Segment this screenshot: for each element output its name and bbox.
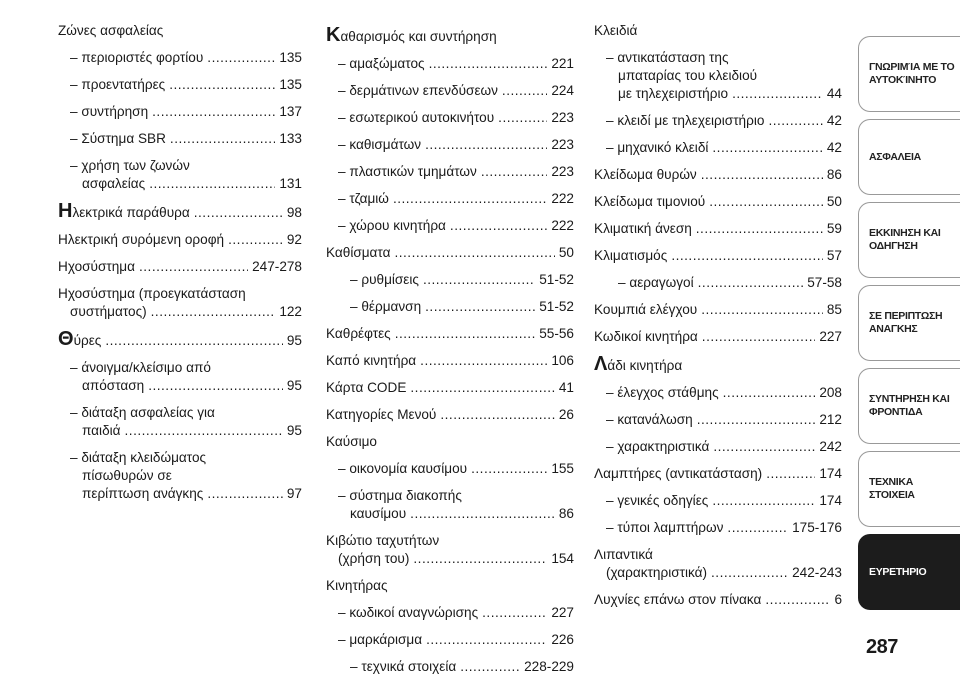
dot-leader [393, 190, 547, 208]
page-reference: 95 [286, 333, 302, 348]
page-reference: 59 [826, 221, 842, 236]
page-reference: 85 [826, 302, 842, 317]
page-reference: 86 [558, 506, 574, 521]
dot-leader [671, 247, 823, 265]
index-entry [326, 244, 574, 262]
dot-leader [395, 325, 536, 343]
index-entry [326, 217, 574, 235]
page-reference: 98 [286, 205, 302, 220]
entry-text: – πλαστικών τμημάτων [338, 164, 477, 179]
entry-text: πίσωθυρών σε [82, 468, 172, 483]
index-entry [58, 22, 302, 40]
page-reference: 208 [819, 385, 842, 400]
page-reference: 51-52 [539, 299, 574, 314]
entry-text: απόσταση [82, 378, 145, 393]
page-reference: 155 [551, 461, 574, 476]
section-initial: Κ [326, 24, 341, 46]
index-column-1 [58, 22, 302, 512]
entry-text: Καθίσματα [326, 245, 391, 260]
dot-leader [139, 258, 248, 276]
entry-text: παιδιά [82, 423, 121, 438]
dot-leader [194, 204, 283, 222]
entry-text: Κάρτα CODE [326, 380, 407, 395]
index-entry [594, 139, 842, 157]
entry-text: Ηλεκτρικά παράθυρα [58, 200, 190, 222]
page-reference: 51-52 [539, 272, 574, 287]
section-initial: Θ [58, 328, 74, 350]
entry-text: – αμαξώματος [338, 56, 425, 71]
page-reference: 57 [826, 248, 842, 263]
section-initial: Η [58, 200, 73, 222]
entry-text: Κλιματισμός [594, 248, 668, 263]
page-reference: 41 [558, 380, 574, 395]
chapter-tab-label: ΕΚΚΙΝΗΣΗ ΚΑΙ ΟΔΗΓΗΣΗ [869, 227, 941, 252]
index-entry [326, 460, 574, 478]
dot-leader [768, 112, 822, 130]
index-entry [58, 404, 302, 440]
entry-text: – διάταξη ασφαλείας για [70, 405, 215, 420]
entry-text: – τζαμιώ [338, 191, 389, 206]
page-reference: 174 [819, 466, 842, 481]
dot-leader [425, 136, 547, 154]
page-reference: 95 [286, 423, 302, 438]
dot-leader [711, 564, 788, 582]
index-entry [594, 247, 842, 265]
dot-leader [410, 505, 555, 523]
page-reference: 50 [826, 194, 842, 209]
index-entry [58, 285, 302, 321]
entry-text: – κωδικοί αναγνώρισης [338, 605, 479, 620]
page-reference: 92 [286, 232, 302, 247]
dot-leader [460, 658, 520, 676]
chapter-tab-label: ΣΕ ΠΕΡΙΠΤΩΣΗ ΑΝΑΓΚΗΣ [869, 310, 943, 335]
entry-text: – δερμάτινων επενδύσεων [338, 83, 498, 98]
index-entry [326, 604, 574, 622]
page-reference: 42 [826, 113, 842, 128]
dot-leader [471, 460, 547, 478]
entry-text: Καθρέφτες [326, 326, 391, 341]
entry-text: (χρήση του) [338, 551, 410, 566]
index-entry [326, 298, 574, 316]
dot-leader [148, 377, 283, 395]
entry-text: – Σύστημα SBR [70, 131, 166, 146]
page-reference: 228-229 [524, 659, 574, 674]
index-entry [594, 328, 842, 346]
index-entry [326, 658, 574, 676]
dot-leader [420, 352, 547, 370]
index-entry [594, 166, 842, 184]
entry-text: μπαταρίας του κλειδιού [618, 68, 758, 83]
page-reference: 154 [551, 551, 574, 566]
dot-leader [394, 244, 554, 262]
index-entry [594, 301, 842, 319]
dot-leader [228, 231, 283, 249]
section-initial: Λ [594, 353, 608, 375]
entry-text: (χαρακτηριστικά) [606, 565, 708, 580]
index-entry [326, 271, 574, 289]
dot-leader [440, 406, 555, 424]
entry-text: – αντικατάσταση της [606, 50, 729, 65]
entry-text: Καύσιμο [326, 434, 377, 449]
page-reference: 227 [551, 605, 574, 620]
index-entry [326, 379, 574, 397]
dot-leader [207, 485, 283, 503]
dot-leader [765, 591, 830, 609]
dot-leader [498, 109, 547, 127]
page-reference: 227 [819, 329, 842, 344]
dot-leader [125, 422, 283, 440]
entry-text: – εσωτερικού αυτοκινήτου [338, 110, 495, 125]
chapter-tab-label: ΣΥΝΤΗΡΗΣΗ ΚΑΙ ΦΡΟΝΤΙΔΑ [869, 393, 950, 418]
index-entry [326, 532, 574, 568]
chapter-tab[interactable] [858, 534, 960, 610]
index-entry [326, 26, 574, 46]
dot-leader [170, 130, 275, 148]
dot-leader [152, 103, 275, 121]
page-reference: 6 [834, 592, 842, 607]
chapter-tab-label: ΕΥΡΕΤΗΡΙΟ [869, 565, 927, 578]
entry-text: – κλειδί με τηλεχειριστήριο [606, 113, 765, 128]
index-entry [594, 411, 842, 429]
chapter-tab[interactable] [858, 285, 960, 361]
entry-text: – μηχανικό κλειδί [606, 140, 709, 155]
index-entry [58, 130, 302, 148]
index-entry [58, 103, 302, 121]
dot-leader [702, 328, 816, 346]
dot-leader [701, 166, 823, 184]
index-entry [594, 492, 842, 510]
entry-text: Θύρες [58, 328, 102, 350]
index-column-3 [594, 22, 842, 618]
entry-text: συστήματος) [70, 304, 147, 319]
dot-leader [701, 301, 823, 319]
page-reference: 226 [551, 632, 574, 647]
page-reference: 137 [279, 104, 302, 119]
index-entry [58, 231, 302, 249]
index-entry [594, 384, 842, 402]
entry-text: – αεραγωγοί [618, 275, 694, 290]
page-reference: 247-278 [252, 259, 302, 274]
page-reference: 133 [279, 131, 302, 146]
chapter-tabs [858, 36, 960, 617]
dot-leader [696, 220, 823, 238]
entry-text: Κωδικοί κινητήρα [594, 329, 698, 344]
entry-text: – κατανάλωση [606, 412, 693, 427]
dot-leader [709, 193, 823, 211]
index-entry [58, 157, 302, 193]
entry-text: – θέρμανση [350, 299, 422, 314]
dot-leader [207, 49, 275, 67]
entry-text: – τύποι λαμπτήρων [606, 520, 724, 535]
chapter-tab-label: ΑΣΦΑΛΕΙΑ [869, 150, 921, 163]
dot-leader [425, 298, 535, 316]
entry-text: – καθισμάτων [338, 137, 422, 152]
entry-text: Ηλεκτρική συρόμενη οροφή [58, 232, 225, 247]
dot-leader [766, 465, 815, 483]
index-entry [326, 487, 574, 523]
entry-text: καυσίμου [350, 506, 407, 521]
entry-text: – οικονομία καυσίμου [338, 461, 468, 476]
entry-text: Κλείδωμα τιμονιού [594, 194, 706, 209]
index-entry [326, 190, 574, 208]
page-reference: 224 [551, 83, 574, 98]
page-reference: 42 [826, 140, 842, 155]
chapter-tab[interactable] [858, 202, 960, 278]
index-entry [594, 112, 842, 130]
dot-leader [712, 492, 815, 510]
entry-text: – άνοιγμα/κλείσιμο από [70, 360, 211, 375]
index-entry [326, 55, 574, 73]
dot-leader [450, 217, 547, 235]
index-entry [594, 193, 842, 211]
entry-text: – τεχνικά στοιχεία [350, 659, 457, 674]
dot-leader [502, 82, 547, 100]
index-entry [594, 274, 842, 292]
index-entry [594, 519, 842, 537]
page-reference: 44 [826, 86, 842, 101]
index-entry [326, 577, 574, 595]
entry-text: Καπό κινητήρα [326, 353, 417, 368]
dot-leader [727, 519, 788, 537]
page-reference: 223 [551, 110, 574, 125]
dot-leader [712, 139, 822, 157]
entry-text: Ζώνες ασφαλείας [58, 23, 164, 38]
chapter-tab-label: ΤΕΧΝΙΚΑ ΣΤΟΙΧΕΙΑ [869, 476, 915, 501]
entry-text: Κλείδωμα θυρών [594, 167, 697, 182]
chapter-tab[interactable] [858, 368, 960, 444]
entry-text: Ηχοσύστημα (προεγκατάσταση [58, 286, 246, 301]
entry-text: Λάδι κινητήρα [594, 353, 683, 375]
entry-text: Κουμπιά ελέγχου [594, 302, 698, 317]
index-entry [594, 355, 842, 375]
index-entry [326, 109, 574, 127]
entry-text: περίπτωση ανάγκης [82, 486, 204, 501]
entry-text: Λυχνίες επάνω στον πίνακα [594, 592, 762, 607]
dot-leader [426, 631, 547, 649]
page-reference: 131 [279, 176, 302, 191]
page-reference: 174 [819, 493, 842, 508]
dot-leader [429, 55, 548, 73]
page-reference: 222 [551, 191, 574, 206]
entry-text: – χρήση των ζωνών [70, 158, 190, 173]
dot-leader [732, 85, 823, 103]
dot-leader [713, 438, 815, 456]
index-column-2 [326, 22, 574, 685]
entry-text: ασφαλείας [82, 176, 146, 191]
index-entry [594, 22, 842, 40]
page-reference: 242-243 [792, 565, 842, 580]
chapter-tab[interactable] [858, 36, 960, 112]
chapter-tab[interactable] [858, 451, 960, 527]
dot-leader [482, 604, 547, 622]
entry-text: Κατηγορίες Μενού [326, 407, 437, 422]
entry-text: – συντήρηση [70, 104, 149, 119]
entry-text: Κλειδιά [594, 23, 638, 38]
page-reference: 97 [286, 486, 302, 501]
entry-text: Λιπαντικά [594, 547, 653, 562]
entry-text: – προεντατήρες [70, 77, 166, 92]
page-reference: 175-176 [792, 520, 842, 535]
dot-leader [698, 274, 804, 292]
entry-text: με τηλεχειριστήριο [618, 86, 729, 101]
page-reference: 212 [819, 412, 842, 427]
index-entry [326, 631, 574, 649]
index-entry [594, 465, 842, 483]
dot-leader [723, 384, 816, 402]
page-reference: 55-56 [539, 326, 574, 341]
page-number: 287 [866, 636, 898, 658]
entry-text: – περιοριστές φορτίου [70, 50, 204, 65]
dot-leader [423, 271, 535, 289]
dot-leader [151, 303, 276, 321]
index-entry [326, 82, 574, 100]
entry-text: Κινητήρας [326, 578, 388, 593]
index-entry [58, 449, 302, 503]
chapter-tab-label: ΓΝΩΡΙΜΊΑ ΜΕ ΤΟ ΑΥΤΟΚΊΝΗΤΟ [869, 61, 955, 86]
index-entry [594, 438, 842, 456]
index-entry [594, 49, 842, 103]
page-reference: 222 [551, 218, 574, 233]
index-entry [58, 202, 302, 222]
index-entry [594, 591, 842, 609]
index-entry [326, 406, 574, 424]
page-reference: 242 [819, 439, 842, 454]
index-entry [326, 352, 574, 370]
dot-leader [410, 379, 554, 397]
page-reference: 95 [286, 378, 302, 393]
index-entry [58, 258, 302, 276]
index-entry [58, 76, 302, 94]
index-entry [594, 220, 842, 238]
entry-text: – γενικές οδηγίες [606, 493, 709, 508]
dot-leader [149, 175, 275, 193]
index-entry [58, 49, 302, 67]
page-reference: 135 [279, 50, 302, 65]
entry-text: Κιβώτιο ταχυτήτων [326, 533, 440, 548]
page-reference: 223 [551, 164, 574, 179]
page-reference: 50 [558, 245, 574, 260]
chapter-tab[interactable] [858, 119, 960, 195]
entry-text: Καθαρισμός και συντήρηση [326, 24, 497, 46]
index-entry [326, 325, 574, 343]
page-reference: 135 [279, 77, 302, 92]
dot-leader [481, 163, 548, 181]
dot-leader [105, 332, 283, 350]
index-entry [58, 330, 302, 350]
entry-text: – χώρου κινητήρα [338, 218, 446, 233]
page-reference: 106 [551, 353, 574, 368]
index-entry [594, 546, 842, 582]
page-reference: 57-58 [807, 275, 842, 290]
entry-text: – χαρακτηριστικά [606, 439, 710, 454]
page-reference: 223 [551, 137, 574, 152]
entry-text: – έλεγχος στάθμης [606, 385, 719, 400]
page-reference: 221 [551, 56, 574, 71]
dot-leader [697, 411, 816, 429]
index-entry [326, 433, 574, 451]
dot-leader [169, 76, 275, 94]
entry-text: Λαμπτήρες (αντικατάσταση) [594, 466, 763, 481]
entry-text: Κλιματική άνεση [594, 221, 692, 236]
page-reference: 26 [558, 407, 574, 422]
entry-text: – μαρκάρισμα [338, 632, 423, 647]
page-reference: 122 [279, 304, 302, 319]
index-entry [326, 136, 574, 154]
dot-leader [413, 550, 547, 568]
entry-text: – ρυθμίσεις [350, 272, 419, 287]
entry-text: Ηχοσύστημα [58, 259, 135, 274]
entry-text: – σύστημα διακοπής [338, 488, 462, 503]
index-entry [58, 359, 302, 395]
page-reference: 86 [826, 167, 842, 182]
entry-text: – διάταξη κλειδώματος [70, 450, 207, 465]
index-entry [326, 163, 574, 181]
